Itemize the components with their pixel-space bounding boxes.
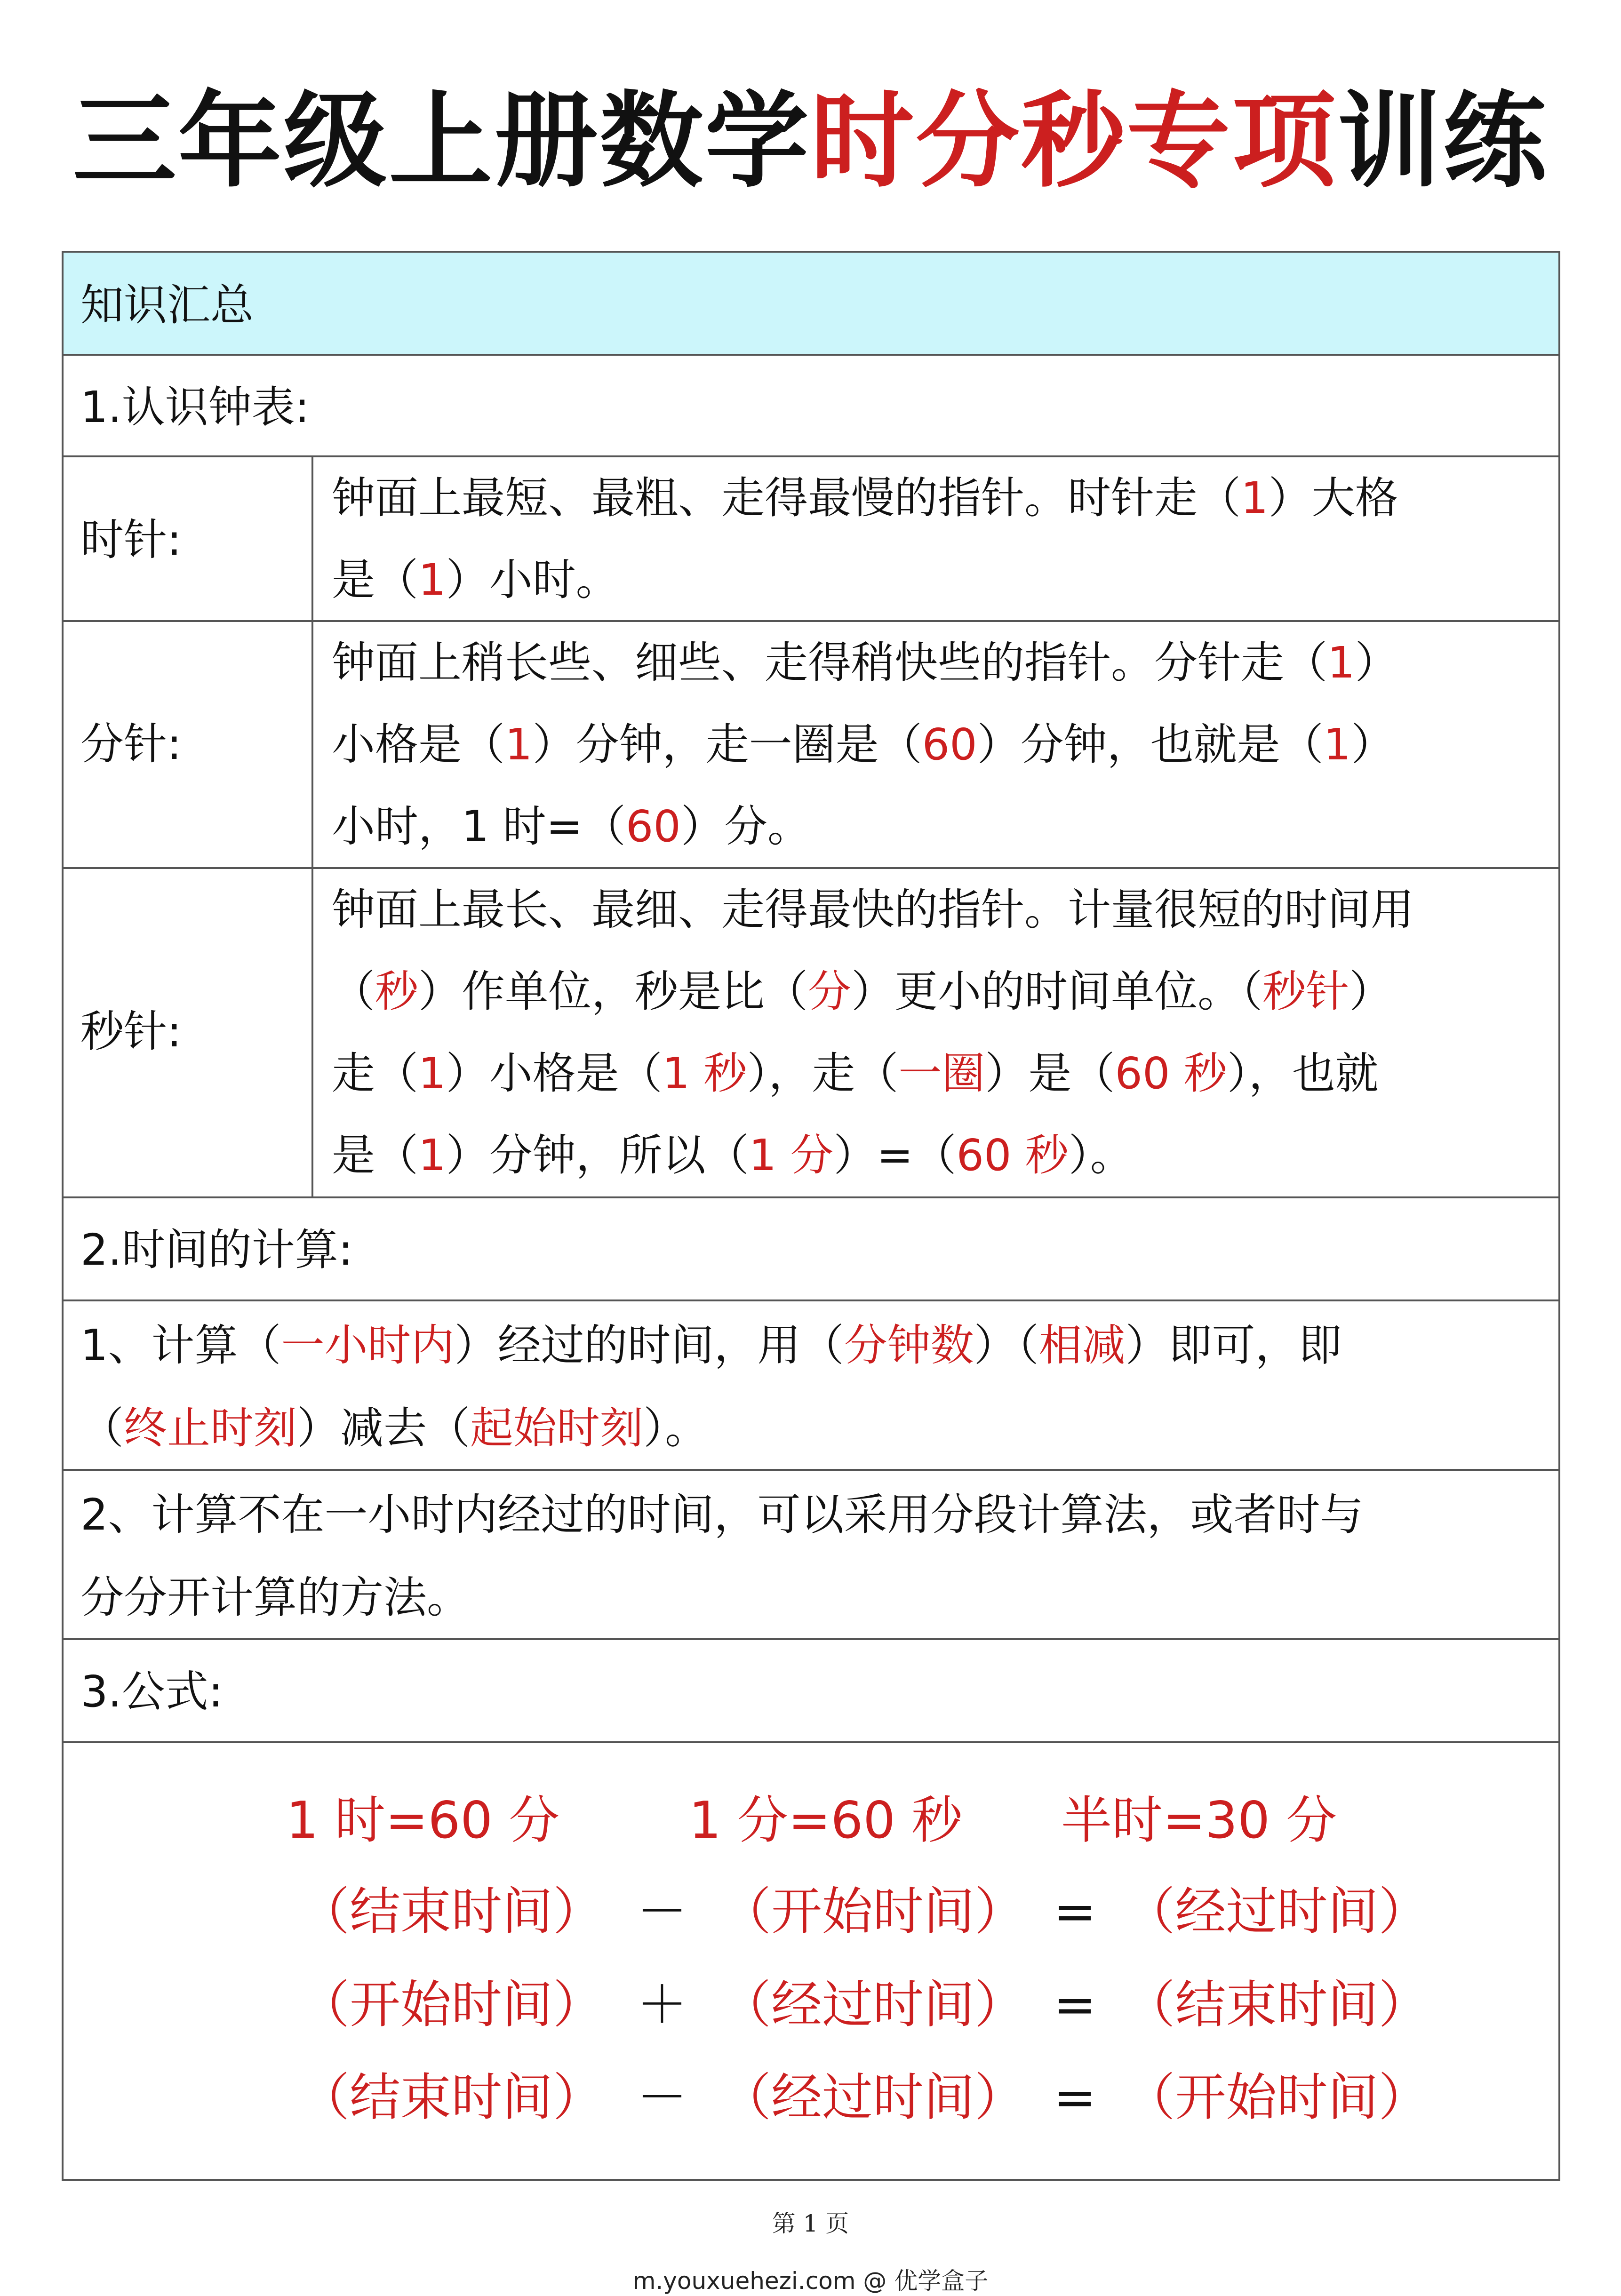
title-part1: 三年级上册数学 xyxy=(72,81,811,201)
second-hand-line-1: 钟面上最长、最细、走得最快的指针。计量很短的时间用 xyxy=(332,885,1414,935)
formula-operator: = xyxy=(1054,1882,1096,1941)
s1-heading-row xyxy=(64,356,1558,457)
text: ）是（ xyxy=(985,1048,1115,1099)
answer: 分钟数 xyxy=(844,1320,974,1371)
text: ）分。 xyxy=(680,801,811,852)
text: ）更小的时间单位。（ xyxy=(851,966,1263,1017)
hour-hand-label: 时针: xyxy=(80,515,182,565)
answer: 1 xyxy=(418,1048,446,1099)
s2-heading-row xyxy=(64,1198,1558,1301)
s2-heading: 2.时间的计算: xyxy=(80,1225,353,1275)
unit-minute: 1 分=60 秒 xyxy=(689,1791,963,1850)
minute-hand-line-3 xyxy=(332,786,1549,868)
text: 1、计算（ xyxy=(80,1320,281,1371)
title-part3: 训练 xyxy=(1337,81,1549,201)
second-hand-label: 秒针: xyxy=(80,1006,182,1057)
page-number: 第 1 页 xyxy=(772,2210,849,2237)
answer: 一小时内 xyxy=(281,1320,455,1371)
minute-hand-label-cell xyxy=(64,622,313,867)
formula-term: （结束时间） xyxy=(299,1882,604,1941)
second-hand-line-3 xyxy=(332,1033,1549,1115)
hour-hand-line-2 xyxy=(332,539,1549,621)
answer: 相减 xyxy=(1038,1320,1126,1371)
minute-hand-label: 分针: xyxy=(80,719,182,769)
text: 是（ xyxy=(332,555,419,605)
formula-operator: = xyxy=(1054,2068,1096,2127)
answer: 60 秒 xyxy=(1115,1048,1227,1099)
knowledge-table xyxy=(62,251,1560,2181)
formula-row-3 xyxy=(299,2068,1429,2127)
text: （ xyxy=(80,1403,124,1453)
formula-term: （开始时间） xyxy=(1124,2068,1429,2127)
title-part2: 时分秒专项 xyxy=(810,81,1338,201)
calc2-text xyxy=(80,1474,1549,1639)
formula-operator: = xyxy=(1054,1976,1096,2034)
second-hand-row xyxy=(64,869,1558,1198)
text: ）=（ xyxy=(833,1130,957,1180)
calc1-line-1 xyxy=(80,1304,1549,1387)
calc2-line-2: 分分开计算的方法。 xyxy=(80,1572,471,1623)
text: ） xyxy=(1355,638,1398,688)
text: ）作单位，秒是比（ xyxy=(418,966,808,1017)
answer: 1 xyxy=(505,719,533,770)
second-hand-line-2 xyxy=(332,951,1549,1033)
text: 走（ xyxy=(332,1048,419,1099)
unit-half-hour: 半时=30 分 xyxy=(1061,1791,1337,1850)
calc2-row xyxy=(64,1471,1558,1640)
text: 钟面上最短、最粗、走得最慢的指针。时针走（ xyxy=(332,473,1241,523)
s1-heading: 1.认识钟表: xyxy=(80,382,310,432)
formula-block xyxy=(64,1743,1558,2181)
answer: 1 xyxy=(418,555,446,605)
text: ）。 xyxy=(1068,1130,1134,1180)
unit-hour: 1 时=60 分 xyxy=(286,1791,560,1850)
answer: 1 xyxy=(1327,638,1355,688)
text: ）。 xyxy=(643,1403,709,1453)
text: 钟面上稍长些、细些、走得稍快些的指针。分针走（ xyxy=(332,638,1328,688)
second-hand-label-cell xyxy=(64,869,313,1196)
answer: 60 xyxy=(625,801,681,852)
answer: 起始时刻 xyxy=(470,1403,644,1453)
calc2-line-1: 2、计算不在一小时内经过的时间，可以采用分段计算法，或者时与 xyxy=(80,1490,1364,1540)
text: ）分钟，走一圈是（ xyxy=(532,719,922,770)
minute-hand-line-1 xyxy=(332,622,1549,704)
formula-term: （开始时间） xyxy=(720,1882,1026,1941)
hour-hand-text xyxy=(332,457,1549,621)
page-title xyxy=(0,81,1621,201)
formula-term: （结束时间） xyxy=(299,2068,604,2127)
hour-hand-line-1 xyxy=(332,457,1549,539)
answer: 1 xyxy=(418,1130,446,1180)
second-hand-text xyxy=(332,869,1549,1196)
answer: 1 分 xyxy=(749,1130,834,1180)
hour-hand-label-cell xyxy=(64,457,313,620)
text: ），走（ xyxy=(747,1048,899,1099)
answer: 1 xyxy=(1241,473,1269,523)
s3-heading-row xyxy=(64,1640,1558,1743)
formula-term: （经过时间） xyxy=(720,2068,1026,2127)
formula-term: （结束时间） xyxy=(1124,1976,1429,2034)
formula-row-1 xyxy=(299,1882,1429,1941)
calc1-row xyxy=(64,1301,1558,1471)
answer: 60 xyxy=(922,719,977,770)
text: ），也就 xyxy=(1227,1048,1379,1099)
text: ）小格是（ xyxy=(446,1048,663,1099)
answer: 1 xyxy=(1323,719,1351,770)
text: ）经过的时间，用（ xyxy=(454,1320,844,1371)
second-hand-line-4 xyxy=(332,1115,1549,1196)
text: ） xyxy=(1349,966,1393,1017)
answer: 1 秒 xyxy=(662,1048,747,1099)
calc1-line-2 xyxy=(80,1387,1549,1470)
text: 是（ xyxy=(332,1130,419,1180)
text: ）即可，即 xyxy=(1125,1320,1342,1371)
text: ）分钟，也就是（ xyxy=(977,719,1324,770)
formula-term: （经过时间） xyxy=(1124,1882,1429,1941)
text: 小格是（ xyxy=(332,719,505,770)
formula-term: （经过时间） xyxy=(720,1976,1026,2034)
formula-operator: － xyxy=(637,1882,688,1941)
hour-hand-row xyxy=(64,457,1558,622)
answer: 秒针 xyxy=(1262,966,1350,1017)
site-watermark: m.youxuehezi.com @ 优学盒子 xyxy=(632,2267,989,2295)
text: ）分钟，所以（ xyxy=(446,1130,749,1180)
section-header: 知识汇总 xyxy=(80,280,254,330)
minute-hand-text xyxy=(332,622,1549,868)
calc1-text xyxy=(80,1304,1549,1470)
formula-row-2 xyxy=(299,1976,1429,2034)
text: ）减去（ xyxy=(297,1403,471,1453)
minute-hand-row xyxy=(64,622,1558,869)
formula-operator: ＋ xyxy=(637,1976,688,2034)
formula-operator: － xyxy=(637,2068,688,2127)
answer: 一圈 xyxy=(898,1048,985,1099)
text: ）（ xyxy=(974,1320,1039,1371)
answer: 秒 xyxy=(375,966,419,1017)
formula-term: （开始时间） xyxy=(299,1976,604,2034)
s3-heading: 3.公式: xyxy=(80,1666,223,1717)
text: ）小时。 xyxy=(446,555,619,605)
answer: 终止时刻 xyxy=(124,1403,297,1453)
text: 小时，1 时=（ xyxy=(332,801,626,852)
minute-hand-line-2 xyxy=(332,704,1549,786)
text: ）大格 xyxy=(1268,473,1398,523)
answer: 60 秒 xyxy=(956,1130,1069,1180)
section-header-row xyxy=(64,253,1558,356)
text: （ xyxy=(332,966,375,1017)
answer: 分 xyxy=(808,966,852,1017)
text: ） xyxy=(1351,719,1395,770)
